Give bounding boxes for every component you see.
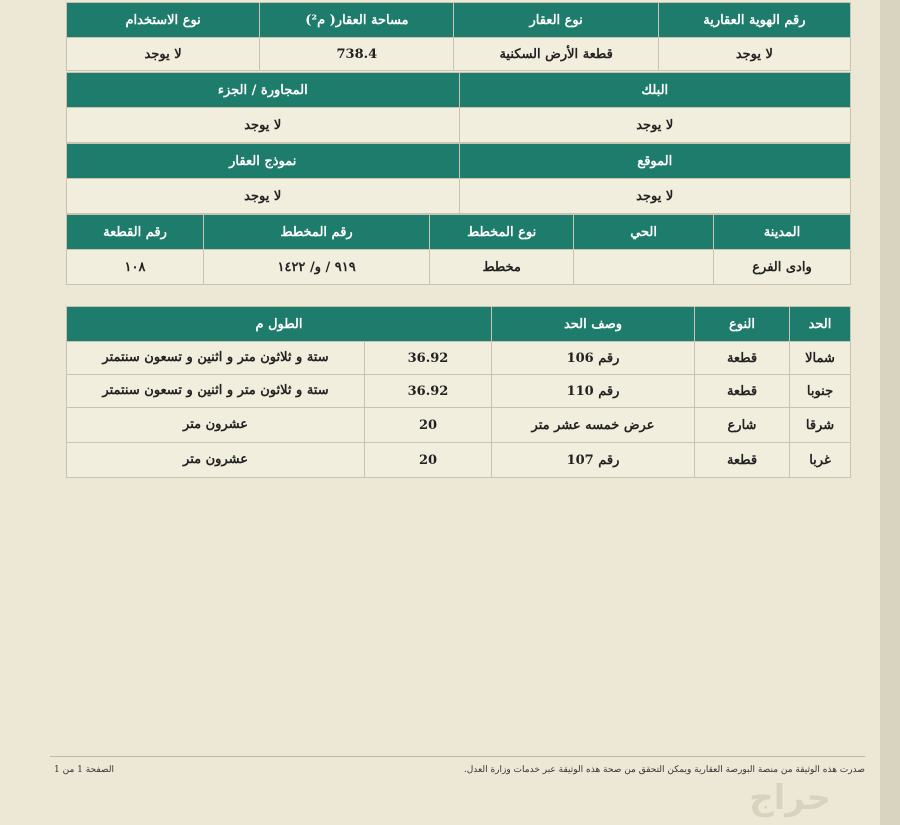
value-neighborhood-part: لا يوجد	[67, 108, 460, 143]
header-property-type: نوع العقار	[454, 3, 658, 38]
header-bound-type: النوع	[695, 307, 790, 342]
value-district	[574, 250, 714, 285]
bounds-table	[66, 306, 851, 478]
bound-length: 36.92	[365, 375, 492, 408]
header-plan-type: نوع المخطط	[430, 215, 574, 250]
value-plot-number: ١٠٨	[67, 250, 204, 285]
bound-side: غربا	[790, 443, 851, 478]
footer-note: صدرت هذه الوثيقة من منصة البورصة العقارية ويمكن التحقق من صحة هذه الوثيقة عبر خدمات وزارة العدل.	[463, 765, 865, 775]
bound-type: شارع	[695, 408, 790, 443]
watermark-logo: حراج	[749, 778, 831, 818]
header-block: البلك	[459, 73, 850, 108]
bound-description: عرض خمسه عشر متر	[492, 408, 695, 443]
plan-table	[66, 214, 851, 285]
value-property-model: لا يوجد	[67, 179, 460, 214]
page-edge-shadow	[880, 0, 900, 825]
header-property-area: مساحة العقار( م²)	[260, 3, 454, 38]
value-property-area: 738.4	[260, 38, 454, 71]
header-location: الموقع	[459, 144, 851, 179]
bound-length: 20	[365, 443, 492, 478]
bound-length: 36.92	[365, 342, 492, 375]
table-row	[67, 375, 851, 408]
table-row	[67, 408, 851, 443]
bound-length-text: عشرون متر	[67, 443, 365, 478]
bound-side: شرقا	[790, 408, 851, 443]
header-usage-type: نوع الاستخدام	[67, 3, 260, 38]
header-plot-number: رقم القطعة	[67, 215, 204, 250]
bound-length-text: ستة و ثلاثون متر و اثنين و تسعون سنتمتر	[67, 375, 365, 408]
header-property-id: رقم الهوية العقارية	[658, 3, 850, 38]
bound-description: رقم 106	[492, 342, 695, 375]
bound-description: رقم 107	[492, 443, 695, 478]
bound-side: شمالا	[790, 342, 851, 375]
value-plan-type: مخطط	[430, 250, 574, 285]
bound-description: رقم 110	[492, 375, 695, 408]
header-plan-number: رقم المخطط	[204, 215, 430, 250]
value-usage-type: لا يوجد	[67, 38, 260, 71]
location-table	[66, 143, 851, 214]
property-info-table	[66, 2, 851, 71]
header-bound: الحد	[790, 307, 851, 342]
value-plan-number: ٩١٩ / و/ ١٤٢٢	[204, 250, 430, 285]
bound-type: قطعة	[695, 342, 790, 375]
header-property-model: نموذج العقار	[67, 144, 460, 179]
bound-type: قطعة	[695, 443, 790, 478]
bound-length-text: ستة و ثلاثون متر و اثنين و تسعون سنتمتر	[67, 342, 365, 375]
table-row	[67, 443, 851, 478]
table-row	[67, 342, 851, 375]
header-length: الطول م	[67, 307, 492, 342]
bound-side: جنوبا	[790, 375, 851, 408]
value-property-id: لا يوجد	[658, 38, 850, 71]
header-district: الحي	[574, 215, 714, 250]
header-neighborhood-part: المجاورة / الجزء	[67, 73, 460, 108]
bound-length-text: عشرون متر	[67, 408, 365, 443]
value-location: لا يوجد	[459, 179, 851, 214]
value-property-type: قطعة الأرض السكنية	[454, 38, 658, 71]
block-table	[66, 72, 851, 143]
bound-type: قطعة	[695, 375, 790, 408]
page-number: الصفحة 1 من 1	[54, 765, 114, 775]
header-city: المدينة	[714, 215, 851, 250]
value-block: لا يوجد	[459, 108, 850, 143]
bound-length: 20	[365, 408, 492, 443]
header-bound-description: وصف الحد	[492, 307, 695, 342]
value-city: وادى الفرع	[714, 250, 851, 285]
